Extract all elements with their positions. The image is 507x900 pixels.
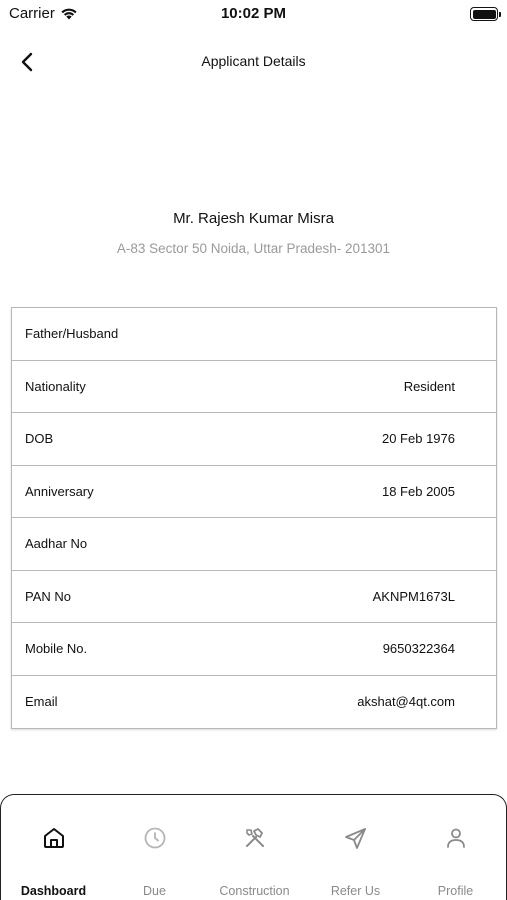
- detail-row-dob: [12, 413, 496, 466]
- clock-icon: [142, 825, 168, 851]
- detail-label: Mobile No.: [25, 641, 88, 657]
- battery-icon: [470, 7, 498, 21]
- navigation-bar: [0, 40, 507, 84]
- page-title: Applicant Details: [201, 53, 306, 69]
- tab-profile[interactable]: [405, 795, 506, 900]
- tab-label: Profile: [437, 884, 474, 898]
- applicant-details-table: [11, 307, 497, 729]
- detail-row-nationality: [12, 361, 496, 414]
- detail-row-email: [12, 676, 496, 729]
- tab-construction[interactable]: [204, 795, 305, 900]
- detail-value: 18 Feb 2005: [381, 483, 455, 499]
- applicant-name: Mr. Rajesh Kumar Misra: [173, 210, 334, 227]
- detail-row-anniversary: [12, 466, 496, 519]
- bottom-tab-bar: [0, 794, 507, 900]
- detail-label: Nationality: [25, 378, 86, 394]
- detail-row-father-husband: [12, 308, 496, 361]
- detail-label: Email: [25, 694, 58, 710]
- detail-value: 20 Feb 1976: [381, 431, 455, 447]
- detail-value: akshat@4qt.com: [357, 694, 455, 710]
- detail-label: DOB: [25, 431, 54, 447]
- home-icon: [41, 825, 67, 851]
- tab-label: Construction: [219, 884, 290, 898]
- detail-label: Aadhar No: [25, 536, 88, 552]
- detail-value: AKNPM1673L: [372, 588, 455, 604]
- send-icon: [343, 825, 369, 851]
- tab-due[interactable]: [104, 795, 205, 900]
- tools-icon: [242, 825, 268, 851]
- detail-row-aadhar: [12, 518, 496, 571]
- detail-label: Anniversary: [25, 483, 94, 499]
- tab-label: Dashboard: [20, 884, 87, 898]
- tab-dashboard[interactable]: [3, 795, 104, 900]
- detail-row-pan: [12, 571, 496, 624]
- applicant-address: A-83 Sector 50 Noida, Uttar Pradesh- 201301: [116, 241, 391, 256]
- detail-value: Resident: [403, 378, 455, 394]
- detail-row-mobile: [12, 623, 496, 676]
- carrier-label: Carrier: [9, 5, 55, 22]
- detail-label: PAN No: [25, 588, 71, 604]
- clock-time: 10:02 PM: [220, 5, 287, 22]
- user-icon: [443, 825, 469, 851]
- status-bar: [0, 0, 507, 30]
- tab-refer-us[interactable]: [305, 795, 406, 900]
- detail-label: Father/Husband: [25, 326, 119, 342]
- detail-value: 9650322364: [382, 641, 455, 657]
- tab-label: Due: [143, 884, 166, 898]
- tab-label: Refer Us: [330, 884, 381, 898]
